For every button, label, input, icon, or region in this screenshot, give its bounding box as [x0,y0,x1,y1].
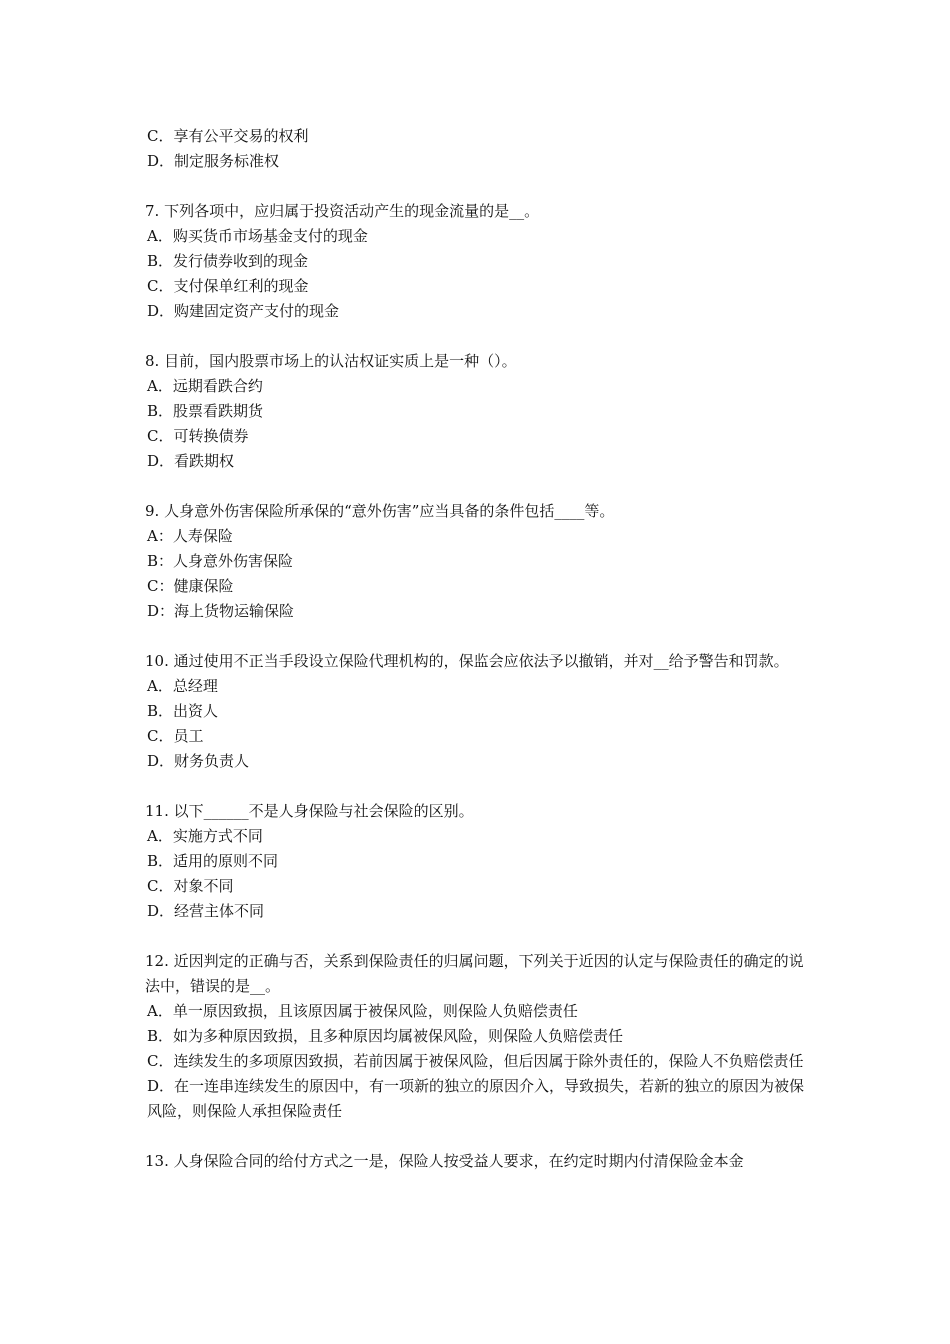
option-d: D：海上货物运输保险 [147,602,295,620]
option-c: C．支付保单红利的现金 [147,277,309,295]
option-c: C．对象不同 [147,877,234,895]
option-b: B．适用的原则不同 [147,852,279,870]
option-d: D．看跌期权 [147,452,235,470]
option-d: D．制定服务标准权 [147,152,280,170]
question-7 [145,199,810,324]
question-11 [145,799,810,924]
option-c: C．享有公平交易的权利 [147,127,309,145]
document-page [145,124,810,1174]
question-stem: 8. 目前，国内股票市场上的认沽权证实质上是一种（）。 [145,352,517,370]
option-a: A．购买货币市场基金支付的现金 [147,227,368,245]
spacer [145,624,810,649]
spacer [145,774,810,799]
question-stem: 7. 下列各项中，应归属于投资活动产生的现金流量的是__。 [145,202,540,220]
option-d: D．购建固定资产支付的现金 [147,302,340,320]
option-c: C：健康保险 [147,577,234,595]
question-13 [145,1149,810,1174]
question-stem: 12. 近因判定的正确与否，关系到保险责任的归属问题，下列关于近因的认定与保险责任的确定的说法中，错误的是__。 [145,952,804,995]
option-b: B．出资人 [147,702,219,720]
question-stem: 11. 以下______不是人身保险与社会保险的区别。 [145,802,474,820]
question-12 [145,949,810,1124]
question-8 [145,349,810,474]
spacer [145,174,810,199]
option-c: C．员工 [147,727,204,745]
option-d: D．财务负责人 [147,752,250,770]
option-b: B．发行债券收到的现金 [147,252,309,270]
option-a: A．总经理 [147,677,218,695]
option-a: A：人寿保险 [147,527,233,545]
option-d: D．在一连串连续发生的原因中，有一项新的独立的原因介入，导致损失，若新的独立的原因为被保风险，则保险人承担保险责任 [147,1077,805,1120]
option-b: B：人身意外伤害保险 [147,552,294,570]
question-9 [145,499,810,624]
option-c: C．连续发生的多项原因致损，若前因属于被保风险，但后因属于除外责任的，保险人不负赔偿责任 [147,1052,804,1070]
question-stem: 13. 人身保险合同的给付方式之一是，保险人按受益人要求，在约定时期内付清保险金本金 [145,1152,744,1170]
option-a: A．实施方式不同 [147,827,263,845]
spacer [145,474,810,499]
option-d: D．经营主体不同 [147,902,265,920]
question-10 [145,649,810,774]
spacer [145,924,810,949]
spacer [145,1124,810,1149]
option-b: B．股票看跌期货 [147,402,264,420]
spacer [145,324,810,349]
question-stem: 10. 通过使用不正当手段设立保险代理机构的，保监会应依法予以撤销，并对__给予警告和罚款。 [145,652,789,670]
option-c: C．可转换债券 [147,427,249,445]
option-a: A．远期看跌合约 [147,377,263,395]
question-stem: 9. 人身意外伤害保险所承保的“意外伤害”应当具备的条件包括____等。 [145,502,615,520]
option-b: B．如为多种原因致损，且多种原因均属被保风险，则保险人负赔偿责任 [147,1027,624,1045]
option-a: A．单一原因致损，且该原因属于被保风险，则保险人负赔偿责任 [147,1002,578,1020]
